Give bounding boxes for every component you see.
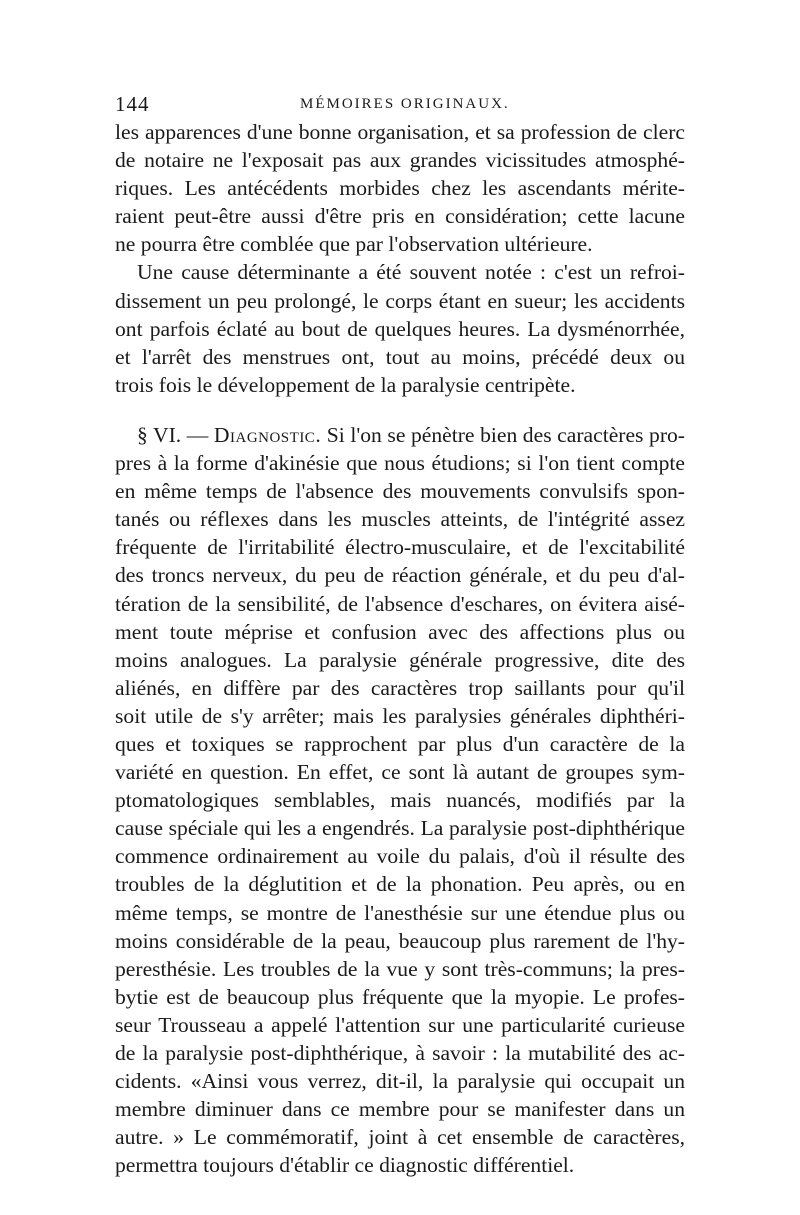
section-first-line xyxy=(115,421,685,449)
text-line: cause spéciale qui les a engendrés. La paralysie post-diphthérique xyxy=(115,816,685,841)
text-line: moins analogues. La paralysie générale progressive, dite des xyxy=(115,647,685,672)
text-line: de notaire ne l'exposait pas aux grandes vicissitudes atmosphé- xyxy=(115,148,685,173)
text-line: autre. » Le commémoratif, joint à cet ensemble de caractères, xyxy=(115,1125,685,1150)
text-line: ques et toxiques se rapprochent par plus d'un caractère de la xyxy=(115,731,685,756)
text-line: commence ordinairement au voile du palais, d'où il résulte des xyxy=(115,844,685,869)
text-line: dissement un peu prolongé, le corps étant en sueur; les accidents xyxy=(115,288,685,313)
text-line: pres à la forme d'akinésie que nous étudions; si l'on tient compte xyxy=(115,451,685,476)
text-line: cidents. «Ainsi vous verrez, dit-il, la paralysie qui occupait un xyxy=(115,1069,685,1094)
text-line: permettra toujours d'établir ce diagnostic différentiel. xyxy=(115,1153,575,1178)
text-line: peresthésie. Les troubles de la vue y sont très-communs; la pres- xyxy=(115,956,685,981)
text-line: et l'arrêt des menstrues ont, tout au moins, précédé deux ou xyxy=(115,344,685,369)
text-line: de la paralysie post-diphthérique, à savoir : la mutabilité des ac- xyxy=(115,1041,685,1065)
paragraph xyxy=(115,258,685,398)
text-line: riques. Les antécédents morbides chez les ascendants mérite- xyxy=(115,176,685,201)
text-line: tération de la sensibilité, de l'absence d'eschares, on évitera aisé- xyxy=(115,591,685,616)
text-line: tanés ou réflexes dans les muscles atteints, de l'intégrité assez xyxy=(115,507,685,532)
text-line: des troncs nerveux, du peu de réaction générale, et du peu d'al- xyxy=(115,563,685,588)
running-title: MÉMOIRES ORIGINAUX. xyxy=(300,96,510,112)
text-line: ont parfois éclaté au bout de quelques heures. La dysménorrhée, xyxy=(115,316,685,341)
text-line: fréquente de l'irritabilité électro-musculaire, et de l'excitabilité xyxy=(115,535,685,560)
text-line: ment toute méprise et confusion avec des affections plus ou xyxy=(115,619,685,644)
text-line: Une cause déterminante a été souvent notée : c'est un refroi- xyxy=(137,260,685,285)
page-number: 144 xyxy=(115,92,150,116)
text-line: ptomatologiques semblables, mais nuancés, modifiés par la xyxy=(115,788,685,813)
text-line: membre diminuer dans ce membre pour se manifester dans un xyxy=(115,1097,685,1122)
paragraph xyxy=(115,118,685,258)
section-heading: Diagnostic. xyxy=(213,422,322,447)
text-line: trois fois le développement de la paralysie centripète. xyxy=(115,372,576,397)
text-line: en même temps de l'absence des mouvements convulsifs spon- xyxy=(115,479,685,504)
text-line: les apparences d'une bonne organisation, et sa profession de clerc xyxy=(115,120,685,144)
section-diagnostic xyxy=(115,421,685,1180)
running-head xyxy=(115,92,685,118)
text-line: bytie est de beaucoup plus fréquente que la myopie. Le profes- xyxy=(115,984,685,1009)
text-line: soit utile de s'y arrêter; mais les paralysies générales diphthéri- xyxy=(115,703,685,728)
book-page xyxy=(115,92,685,1179)
text-line: même temps, se montre de l'anesthésie sur une étendue plus ou xyxy=(115,900,685,925)
text-line: variété en question. En effet, ce sont là autant de groupes sym- xyxy=(115,760,685,785)
text-line: aliénés, en diffère par des caractères trop saillants pour qu'il xyxy=(115,675,685,700)
body-text xyxy=(115,118,685,1179)
text-line: raient peut-être aussi d'être pris en considération; cette lacune xyxy=(115,204,685,229)
text-line: ne pourra être comblée que par l'observation ultérieure. xyxy=(115,232,593,257)
section-first-line-text: Si l'on se pénètre bien des caractères pro- xyxy=(321,422,685,447)
section-marker: § VI. — xyxy=(137,422,214,447)
text-line: troubles de la déglutition et de la phonation. Peu après, ou en xyxy=(115,872,685,897)
text-line: seur Trousseau a appelé l'attention sur une particularité curieuse xyxy=(115,1012,685,1037)
section-spacer xyxy=(115,399,685,421)
text-line: moins considérable de la peau, beaucoup plus rarement de l'hy- xyxy=(115,928,685,953)
